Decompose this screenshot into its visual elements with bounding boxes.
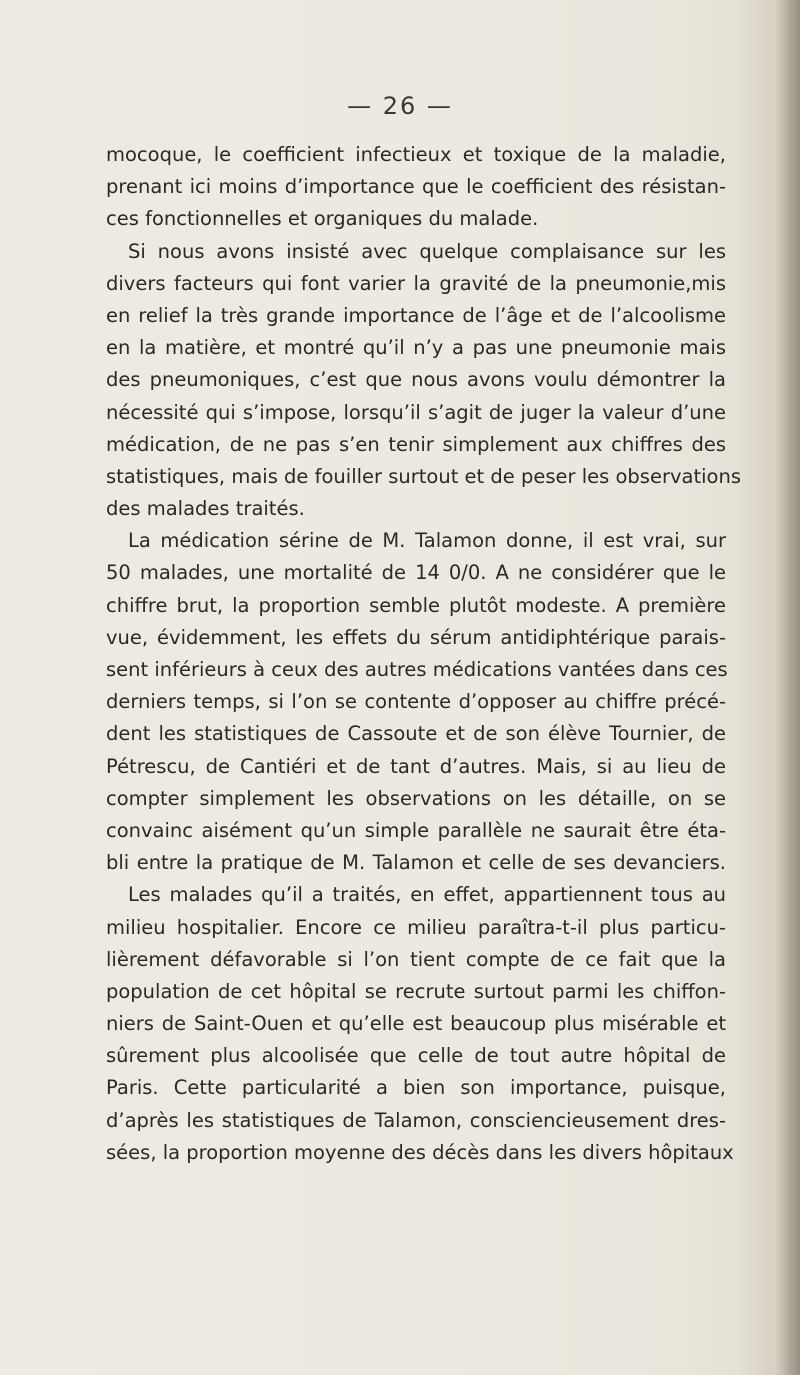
text-line: dent les statistiques de Cassoute et de son élève Tournier, de: [106, 722, 726, 746]
text-line: Paris. Cette particularité a bien son importance, puisque,: [106, 1076, 726, 1100]
text-line: lièrement défavorable si l’on tient compte de ce fait que la: [106, 947, 726, 971]
text-line: médication, de ne pas s’en tenir simplement aux chiffres des: [106, 432, 726, 456]
text-line: convainc aisément qu’un simple parallèle ne saurait être éta-: [106, 818, 726, 842]
text-line: nécessité qui s’impose, lorsqu’il s’agit de juger la valeur d’une: [106, 400, 726, 424]
text-line: sent inférieurs à ceux des autres médications vantées dans ces: [106, 658, 728, 681]
page-edge-shadow: [774, 0, 800, 1375]
text-line: niers de Saint-Ouen et qu’elle est beaucoup plus misérable et: [106, 1012, 726, 1036]
text-line: chiffre brut, la proportion semble plutôt modeste. A première: [106, 593, 726, 617]
text-line: milieu hospitalier. Encore ce milieu paraîtra-t-il plus particu-: [106, 915, 726, 939]
text-line: ces fonctionnelles et organiques du malade.: [106, 207, 539, 231]
text-line: Pétrescu, de Cantiéri et de tant d’autres. Mais, si au lieu de: [106, 754, 726, 778]
text-line: sûrement plus alcoolisée que celle de tout autre hôpital de: [106, 1044, 726, 1068]
text-line: en relief la très grande importance de l’âge et de l’alcoolisme: [106, 303, 726, 327]
text-line: 50 malades, une mortalité de 14 0/0. A ne considérer que le: [106, 561, 726, 585]
text-line: prenant ici moins d’importance que le coefficient des résistan-: [106, 175, 726, 199]
text-line: Les malades qu’il a traités, en effet, appartiennent tous au: [128, 883, 726, 907]
body-text: [106, 139, 741, 1169]
text-line: bli entre la pratique de M. Talamon et celle de ses devanciers.: [106, 851, 726, 875]
text-line: sées, la proportion moyenne des décès dans les divers hôpitaux: [106, 1140, 734, 1164]
text-line: La médication sérine de M. Talamon donne, il est vrai, sur: [128, 529, 726, 553]
text-line: vue, évidemment, les effets du sérum antidiphtérique parais-: [106, 625, 726, 649]
text-line: des pneumoniques, c’est que nous avons voulu démontrer la: [106, 368, 726, 392]
text-line: derniers temps, si l’on se contente d’opposer au chiffre précé-: [106, 690, 726, 714]
text-line: des malades traités.: [106, 497, 305, 521]
text-line: compter simplement les observations on les détaille, on se: [106, 786, 726, 810]
text-line: en la matière, et montré qu’il n’y a pas une pneumonie mais: [106, 336, 726, 360]
text-line: d’après les statistiques de Talamon, consciencieusement dres-: [106, 1108, 726, 1132]
text-line: Si nous avons insisté avec quelque complaisance sur les: [128, 239, 726, 263]
text-line: mocoque, le coefficient infectieux et toxique de la maladie,: [106, 143, 726, 166]
text-line: statistiques, mais de fouiller surtout et de peser les observations: [106, 464, 741, 488]
page-number: — 26 —: [347, 92, 453, 120]
text-line: divers facteurs qui font varier la gravité de la pneumonie,mis: [106, 271, 726, 295]
text-line: population de cet hôpital se recrute surtout parmi les chiffon-: [106, 979, 726, 1003]
